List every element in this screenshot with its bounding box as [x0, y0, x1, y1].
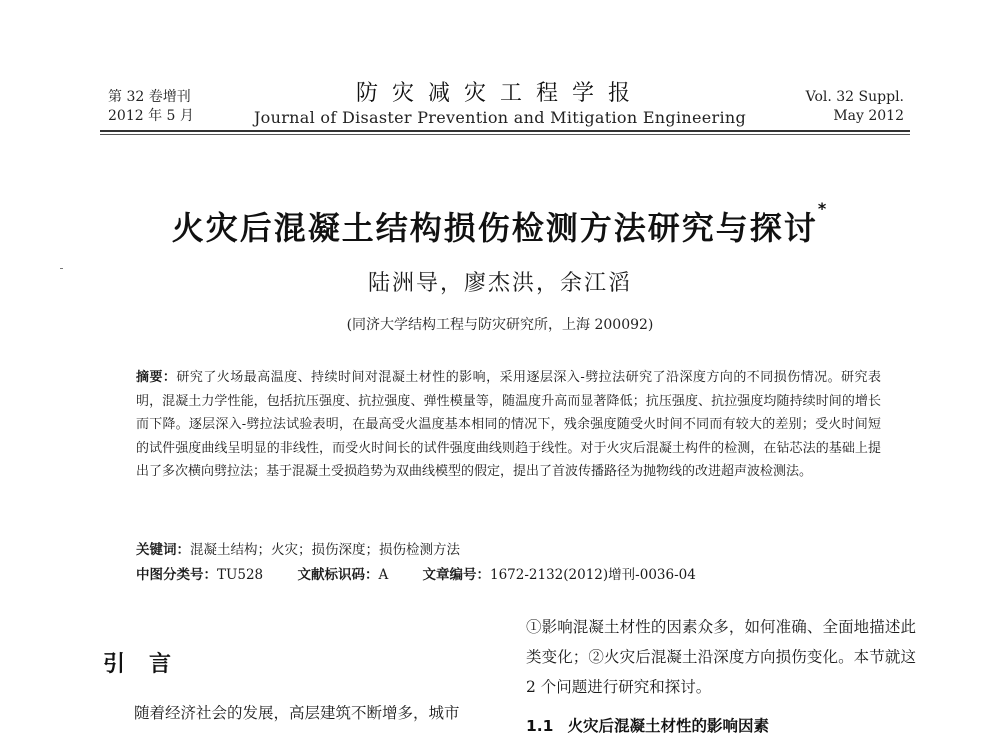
- article-title: [0, 199, 1000, 249]
- keywords-label: 关键词：: [136, 542, 190, 558]
- article-title-text: 火灾后混凝土结构损伤检测方法研究与探讨: [171, 209, 818, 247]
- intro-paragraph: 随着经济社会的发展，高层建筑不断增多，城市: [134, 704, 460, 722]
- subsection-number: 1.1: [526, 717, 554, 735]
- classification-line: [136, 563, 696, 583]
- header-date-en: May 2012: [833, 108, 904, 124]
- title-footnote-mark: *: [817, 199, 829, 218]
- section-heading-introduction: 引言: [103, 652, 196, 677]
- header-volume-cn: 第 32 卷增刊: [108, 89, 191, 105]
- clc-value: TU528: [217, 567, 264, 583]
- clc-label: 中图分类号：: [136, 567, 217, 583]
- journal-name-cn: 防灾减灾工程学报: [355, 81, 644, 106]
- header-rule-thin: [100, 134, 910, 135]
- subsection-heading: [526, 714, 769, 736]
- header-rule-thick: [100, 130, 910, 132]
- article-number-value: 1672-2132(2012)增刊-0036-04: [490, 567, 696, 583]
- abstract-text: 研究了火场最高温度、持续时间对混凝土材性的影响，采用逐层深入-劈拉法研究了沿深度方向的不同损伤情况。研究表明，混凝土力学性能，包括抗压强度、抗拉强度、弹性模量等，随温度升高而显著降低；抗压强度、抗拉强度均随持续时间的增长而下降。逐层深入-劈拉法试验表明，在最高受火温度基本相同的情况下，残余强度随受火时间不同而有较大的差别；受火时间短的试件强度曲线呈明显的非线性，而受火时间长的试件强度曲线则趋于线性。对于火灾后混凝土构件的检测，在钻芯法的基础上提出了多次横向劈拉法；基于混凝土受损趋势为双曲线模型的假定，提出了首波传播路径为抛物线的改进超声波检测法。: [136, 370, 881, 479]
- doc-code-label: 文献标识码：: [297, 567, 379, 583]
- doc-code-value: A: [378, 567, 389, 583]
- article-number-label: 文章编号：: [422, 567, 490, 583]
- abstract-label: 摘要：: [136, 370, 177, 385]
- article-authors: 陆洲导，廖杰洪，余江滔: [367, 271, 632, 296]
- subsection-title: 火灾后混凝土材性的影响因素: [567, 717, 769, 735]
- right-column-paragraph: ①影响混凝土材性的因素众多，如何准确、全面地描述此类变化；②火灾后混凝土沿深度方向损伤变化。本节就这 2 个问题进行研究和探讨。: [526, 618, 916, 696]
- header-date-cn: 2012 年 5 月: [108, 108, 194, 124]
- header-volume-en: Vol. 32 Suppl.: [805, 89, 904, 105]
- journal-name-en: Journal of Disaster Prevention and Mitigation Engineering: [253, 108, 747, 127]
- keywords-text: 混凝土结构；火灾；损伤深度；损伤检测方法: [190, 542, 460, 558]
- article-affiliation: (同济大学结构工程与防灾研究所，上海 200092): [346, 317, 654, 333]
- header-volume-date-en: [806, 88, 904, 126]
- keywords: [136, 538, 460, 558]
- abstract: [136, 366, 881, 484]
